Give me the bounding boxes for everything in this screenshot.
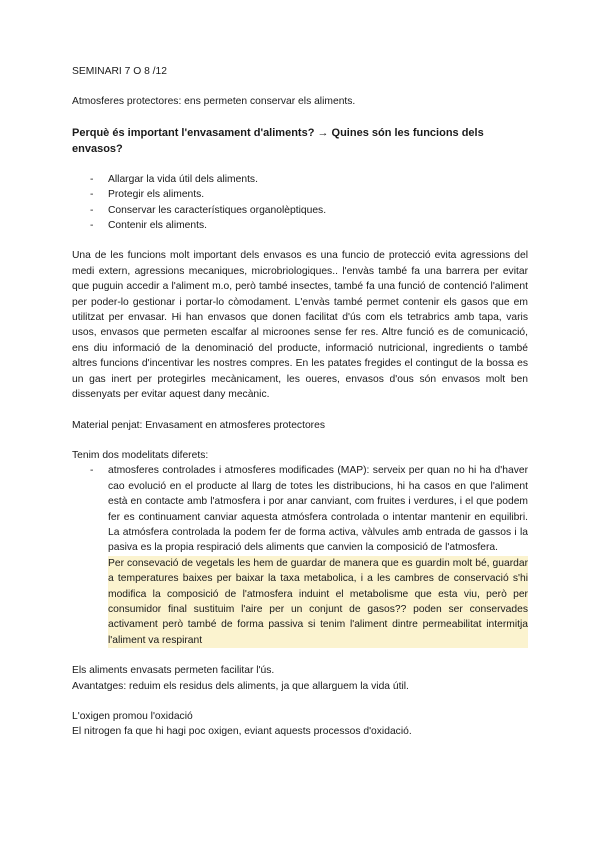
main-paragraph: Una de les funcions molt important dels envasos es una funcio de protecció evita agressions del medi extern, agressions mecaniques, microbriologiques.. l'envàs també fa una barrera per evitar que puguin accedir a l'aliment m.o, però també insectes, també fa una funció de contenció l'aliment per poder-lo gestionar i portar-lo còmodament. L'envàs també permet contenir els gasos que em utilitzat per envasar. Hi han envasos que donen facilitat d'ús com els tetrabrics amb tapa, varis usos, envasos que permeten escalfar al microones sense fer res. Altre funció es de comunicació, ens diu informació de la denominació del producte, informació nutricional, ingredients o també altres funcions d'incentivar les nostres compres. En les patates fregides el contingut de la bossa es un gas inert per protegirles mecànicament, les oueres, envasos d'ous són envasos molt ben dissenyats per evitar aquest dany mecànic.: [72, 250, 528, 401]
list-item: - Contenir els aliments.: [72, 218, 528, 233]
models-list-item: [72, 463, 528, 648]
models-text: atmosferes controlades i atmosferes modificades (MAP): serveix per quan no hi ha d'haver cao evolució en el producte al llarg de totes les distribucions, hi ha casos en que l'aliment està en contacte amb l'atmosfera i por anar canviant, com fruites i verdures, i el que podem fer es continuament canviar aquesta atmósfera controlada o intentar mantenir en equilibri. La atmósfera controlada la podem fer de forma activa, vàlvules amb entrada de gassos i la pasiva es la propia respiració dels aliments que canvien la composició de l'atmosfera.: [108, 465, 528, 554]
oxygen-line-2: El nitrogen fa que hi hagi poc oxigen, eviant aquests processos d'oxidació.: [72, 726, 412, 738]
models-heading: Tenim dos modelitats diferets:: [72, 449, 209, 461]
functions-list: [72, 172, 528, 234]
packaged-line-2: Avantatges: reduim els residus dels aliments, ja que allarguem la vida útil.: [72, 680, 409, 692]
oxygen-line-1: L'oxigen promou l'oxidació: [72, 711, 193, 722]
list-item: - Conservar les característiques organolèptiques.: [72, 203, 528, 218]
list-item: - Protegir els aliments.: [72, 187, 528, 202]
packaged-line-1: Els aliments envasats permeten facilitar l'ús.: [72, 665, 275, 677]
intro-line: Atmosferes protectores: ens permeten conservar els aliments.: [72, 96, 356, 108]
date-header: SEMINARI 7 O 8 /12: [72, 66, 167, 77]
document-page: [72, 64, 528, 740]
question-heading: Perquè és important l'envasament d'aliments? → Quines són les funcions dels envasos?: [72, 126, 484, 155]
highlighted-text: Per consevació de vegetals les hem de guardar de manera que es guardin molt bé, guardar a temperatures baixes per baixar la taxa metabolica, i a les cambres de conservació s'hi modifica la composició de l'atmosfera induint el metabolisme que esta viu, però per consumidor final sustituim l'aire per un conjunt de gasos?? poden ser conservades activament però també de forma passiva si tenim l'aliment dintre permeabilitat intermitja l'aliment va respirant: [108, 556, 528, 648]
dash-marker: -: [90, 465, 94, 477]
material-line: Material penjat: Envasament en atmosferes protectores: [72, 419, 325, 431]
list-item: - Allargar la vida útil dels aliments.: [72, 172, 528, 187]
